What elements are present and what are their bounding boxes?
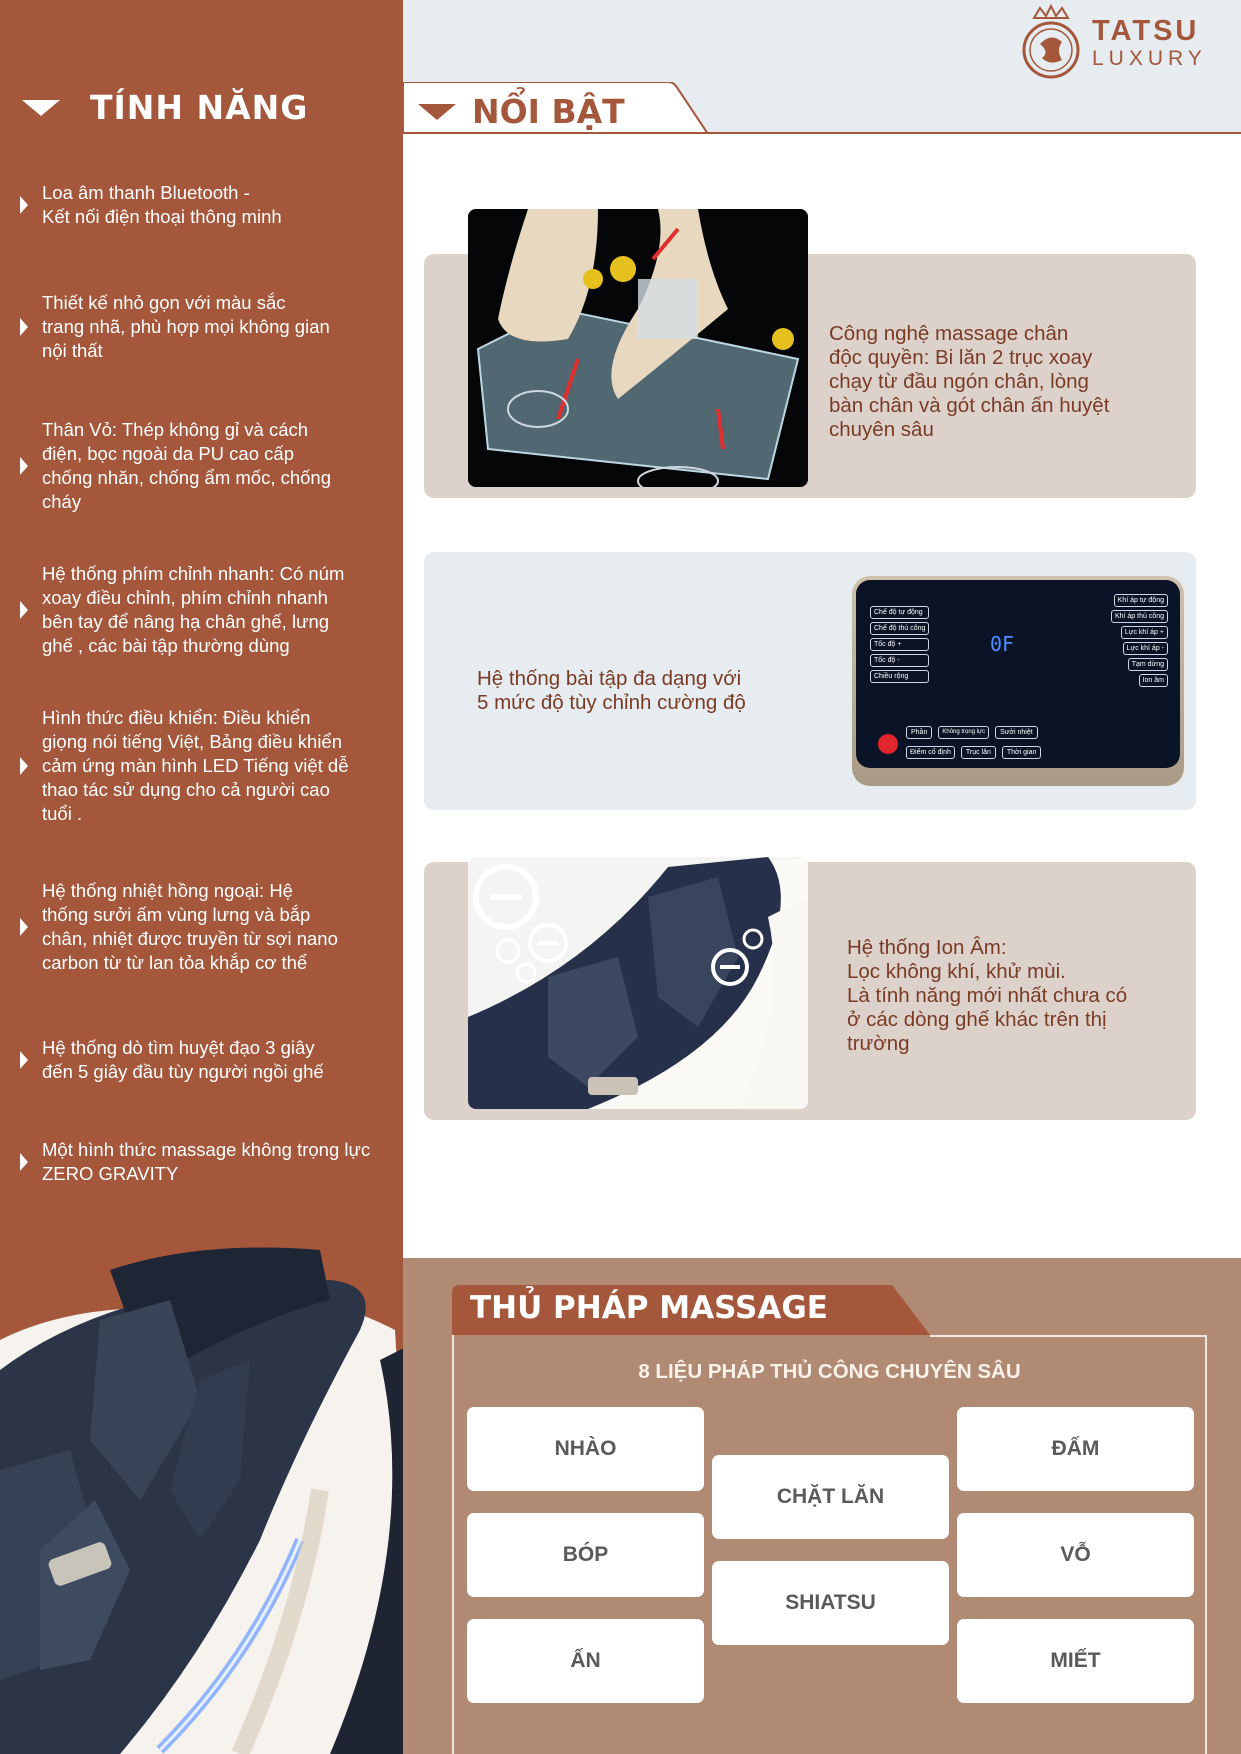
brand-logo: [1020, 4, 1207, 82]
brand-name: TATSU: [1092, 15, 1200, 47]
caret-right-icon: [20, 601, 28, 619]
feature-text: Hình thức điều khiển: Điều khiển giọng nói tiếng Việt, Bảng điều khiển cảm ứng màn hình LED Tiếng việt dễ thao tác sử dụng cho cả người cao tuổi .: [42, 707, 349, 824]
features-title: TÍNH NĂNG: [90, 88, 309, 127]
remote-button: Tốc độ +: [870, 638, 929, 651]
remote-button: Trục lăn: [961, 746, 996, 759]
feature-text: Hệ thống phím chỉnh nhanh: Có núm xoay điều chỉnh, phím chỉnh nhanh bên tay để nâng hạ chân ghế, lưng ghế , các bài tập thường dùng: [42, 563, 345, 656]
remote-button: Tạm dừng: [1128, 658, 1168, 671]
header-divider: [403, 132, 1241, 134]
power-icon: [878, 734, 898, 754]
caret-right-icon: [20, 1051, 28, 1069]
remote-button: Chế độ tự động: [870, 606, 929, 619]
remote-button: Khí áp tự động: [1114, 594, 1168, 607]
remote-button: Không trọng lực: [938, 726, 989, 739]
feature-item: [20, 181, 403, 229]
remote-button: Chế độ thủ công: [870, 622, 929, 635]
remote-button: Lực khí áp +: [1121, 626, 1168, 639]
technique-card: BÓP: [467, 1513, 704, 1597]
remote-button: Khí áp thủ công: [1111, 610, 1168, 623]
remote-button: Phần: [906, 726, 932, 739]
features-sidebar: [0, 0, 403, 1754]
caret-right-icon: [20, 918, 28, 936]
highlights-header: [418, 92, 625, 131]
feature-item: [20, 1138, 403, 1186]
technique-card: NHÀO: [467, 1407, 704, 1491]
technique-card: CHẶT LĂN: [712, 1455, 949, 1539]
remote-button: Thời gian: [1002, 746, 1042, 759]
brand-tagline: LUXURY: [1092, 47, 1207, 70]
caret-right-icon: [20, 318, 28, 336]
technique-card: ẤN: [467, 1619, 704, 1703]
feature-item: [20, 291, 403, 363]
remote-display: 0F: [989, 632, 1015, 656]
remote-button: Chiều rộng: [870, 670, 929, 683]
caret-right-icon: [20, 1153, 28, 1171]
feature-item: [20, 879, 403, 975]
feature-text: Hệ thống nhiệt hồng ngoại: Hệ thống sưởi ấm vùng lưng và bắp chân, nhiệt được truyền từ sợi nano carbon từ từ lan tỏa khắp cơ thể: [42, 880, 338, 973]
caret-right-icon: [20, 196, 28, 214]
feature-text: Hệ thống dò tìm huyệt đạo 3 giây đến 5 giây đầu tùy người ngồi ghế: [42, 1037, 324, 1082]
remote-control-panel: [852, 576, 1184, 786]
massage-chair-image: [0, 1240, 403, 1754]
remote-button: Điểm cố định: [906, 746, 955, 759]
feature-text: Loa âm thanh Bluetooth - Kết nối điện thoại thông minh: [42, 182, 282, 227]
feature-item: [20, 706, 403, 826]
highlight-card-ion: [424, 862, 1196, 1120]
triangle-down-icon: [22, 100, 60, 116]
massage-frame-top-line: [930, 1335, 1207, 1337]
caret-right-icon: [20, 457, 28, 475]
dragon-emblem-icon: [1020, 4, 1082, 82]
remote-button: Tốc độ -: [870, 654, 929, 667]
caret-right-icon: [20, 757, 28, 775]
technique-card: ĐẤM: [957, 1407, 1194, 1491]
remote-button: Lực khí áp -: [1123, 642, 1168, 655]
highlight-text: Hệ thống bài tập đa dạng với 5 mức độ tùy chỉnh cường độ: [477, 667, 746, 714]
remote-button: Ion âm: [1139, 674, 1168, 687]
feature-item: [20, 562, 403, 658]
feature-text: Thiết kế nhỏ gọn với màu sắc trang nhã, phù hợp mọi không gian nội thất: [42, 292, 330, 361]
massage-subtitle: 8 LIỆU PHÁP THỦ CÔNG CHUYÊN SÂU: [638, 1360, 1021, 1383]
remote-right-buttons: [1111, 594, 1168, 687]
triangle-down-icon: [418, 104, 456, 120]
highlight-text: Hệ thống Ion Âm: Lọc không khí, khử mùi. Là tính năng mới nhất chưa có ở các dòng ghế khác trên thị trường: [847, 936, 1128, 1055]
foot-massage-image: [468, 209, 808, 487]
highlight-card-foot-massage: [424, 254, 1196, 498]
remote-bottom-row-2: [906, 746, 1041, 759]
feature-item: [20, 1036, 403, 1084]
remote-button: Sưởi nhiệt: [995, 726, 1038, 739]
feature-text: Một hình thức massage không trọng lực ZERO GRAVITY: [42, 1139, 371, 1184]
highlight-card-programs: [424, 552, 1196, 810]
highlights-title: NỔI BẬT: [472, 92, 625, 131]
technique-card: SHIATSU: [712, 1561, 949, 1645]
technique-card: MIẾT: [957, 1619, 1194, 1703]
feature-text: Thân Vỏ: Thép không gỉ và cách điện, bọc ngoài da PU cao cấp chống nhăn, chống ẩm mốc, chống cháy: [42, 419, 331, 512]
ion-chair-image: [468, 857, 808, 1109]
technique-card: VỖ: [957, 1513, 1194, 1597]
remote-left-buttons: [870, 606, 929, 683]
features-header: [22, 88, 308, 127]
feature-item: [20, 418, 403, 514]
highlight-text: Công nghệ massage chân độc quyền: Bi lăn 2 trục xoay chạy từ đầu ngón chân, lòng bàn chân và gót chân ấn huyệt chuyên sâu: [829, 322, 1110, 441]
remote-bottom-row-1: [906, 726, 1038, 739]
massage-title: THỦ PHÁP MASSAGE: [470, 1290, 828, 1326]
